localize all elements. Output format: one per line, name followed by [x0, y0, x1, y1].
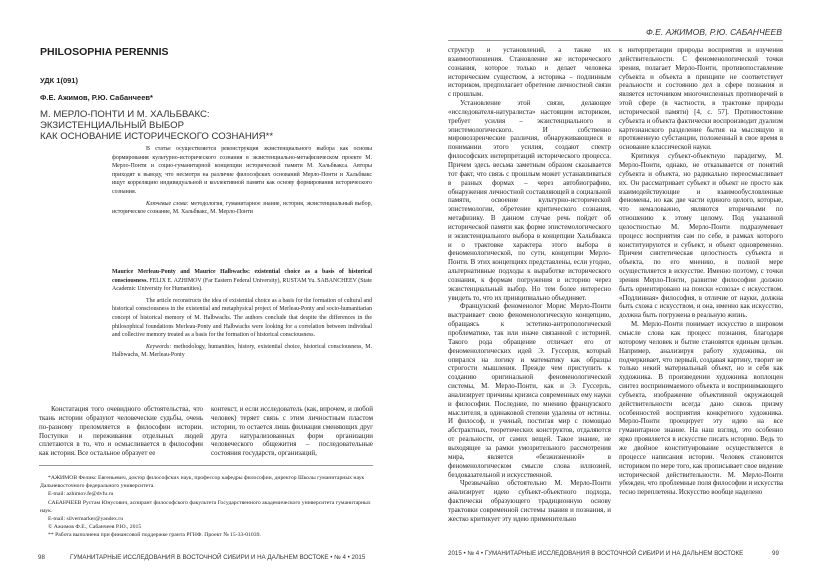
- body-paragraph: к интерпретации природы восприятия и изучения действительности. С феноменологической точки зрения, полагает Мерло-Понти, противопоставление субъекта и объекта в принципе не соответствует реальности и состоянию дел в сфере познания и является источником многочисленных противоречий в этой сфере (в частности, в трактовке природы исторической памяти) [4, с. 57]. Противостояние субъекта и объекта фактически воспроизводит дуализм картезианского разделение бытия на мыслящую и протяженную субстанции, положенный в свое время в основание классической науки.: [619, 46, 783, 152]
- title-line: ЭКЗИСТЕНЦИАЛЬНЫЙ ВЫБОР: [40, 120, 184, 131]
- footnote-divider: [39, 465, 373, 466]
- keywords-label: Keywords:: [146, 343, 172, 350]
- footnote-email-2[interactable]: E-mail: silvermarker@yandex.ru: [48, 516, 124, 523]
- body-paragraph: контекст, и если исследователь (как, впрочем, и любой человек) теряет связь с этим личностным пластом истории, то остается лишь филиация сменяющих друг друга натурализованных форм организации человеческого общежития – последовательные состояния государств, организаций,: [211, 405, 373, 458]
- body-paragraph: М. Мерло-Понти понимает искусство в широком смысле слова как процесс познания, благодаря которому человек и бытие становятся единым целым. Например, анализируя работу художника, он подчеркивает, что первый, создавая картину, творит не только некий материальный объект, но и себя как художника. В произведении художника воплощен синтез воспринимаемого объекта и воспринимающего субъекта, изображение объективной окружающей действительности всегда дано сквозь призму особенностей восприятия конкретного художника. Мерло-Понти проецирует эту идею на все гуманитарное знание. На наш взгляд, это особенно ярко проявляется в искусстве писать историю. Ведь то же двойное конституирование осуществляется в процессе написания истории. Человек становится историком по мере того, как прописывает свое видение исторической действительности. М. Мерло-Понти убежден, что проблемные поля философии и искусства тесно переплетены. Искусство вообще наделено: [619, 320, 783, 497]
- footnote-author-2: САБАНЧЕЕВ Рустам Юнусович, аспирант философского факультета Государственного академического университета гуманитарных наук.: [40, 499, 371, 514]
- keywords-list: методология, гуманитарное знание, история, экзистенциальный выбор, историческое сознание, М. Хальбвакс, М. Мерло-Понти: [112, 200, 372, 216]
- abstract-text: The article reconstructs the idea of existential choice as a basis for the formation of cultural and historical consciousness in the existential and metaphysical project of Merleau-Ponty and socio-humanitarian concept of historical memory of M. Halbwachs. The authors conclude that despite the differences in the philosophical foundations Merleau-Ponty and Halbwachs were looking for a correlation between individual and collective memory treated as a basis for the formation of historical consciousness.: [112, 297, 372, 339]
- body-paragraph: Установление этой связи, делающее «исследователя-натуралиста» настоящим историком, требует усилия – экзистенциального и эпистемологического. И собственно мировоззренческие различия, обнаруживающиеся в понимании этого усилия, создают спектр философских интерпретаций исторического процесса. Причем здесь весьма заметным образом сказывается тот факт, что связь с прошлым может устанавливаться в разных формах – через автобиографию, обнаружения личностной составляющей в социальной памяти, освоение культурно-исторической эпистемологии, обретение критического сознания, метафизику. В данном случае речь пойдет об исторической памяти как форме эпистемологического и экзистенциального выбора в концепции Хальбвакса и о трактовке характера этого выбора в феноменологической, по сути, концепции Мерло-Понти. В этих концепциях представлены, если угодно, альтернативные подходы к выработке исторического сознания, к формам погружения в историю через экзистенциальный выбор. Но тем более интересно увидеть то, что их принципиально объединяет.: [448, 99, 611, 302]
- body-paragraph: Чрезвычайно обстоятельно М. Мерло-Понти анализирует идею субъект-объектного подхода, фактически образующего традиционную основу трактовки современной системы знания и познания, и жестко критикует эту идею применительно: [448, 479, 611, 523]
- keywords-label: Ключевые слова:: [146, 200, 189, 207]
- article-title: [40, 109, 273, 142]
- abstract-text: В статье осуществляется реконструкция экзистенциального выбора как основы формирования культурно-исторического сознания в экзистенциально-метафизическом проекте М. Мерло-Понти и социо-гуманитарной концепции исторической памяти М. Хальбвакса. Авторы приходят к выводу, что несмотря на различие философских оснований Мерло-Понти и Хальбвакс ищут корреляцию индивидуальной и коллективной памяти как основу формирования исторического сознания.: [112, 146, 372, 195]
- body-paragraph: Критикуя субъект-объектную парадигму, М. Мерло-Понти, однако, не отказывается от понятий субъекта и объекта, но радикально переосмысливает их. Он рассматривает субъект и объект не просто как взаимодействующие и взаимообусловленные феномены, но как две части единого целого, которые, что немаловажно, являются вторичными по отношению к этому целому. Под указанной целостностью М. Мерло-Понти подразумевает процесс восприятия сам по себе, в рамках которого конституируются и субъект, и объект одновременно. Причем синтетическая целостность субъекта и объекта, по его мнению, в полной мере осуществляется в искусстве. Именно поэтому, с точки зрения Мерло-Понти, развитие философии должно быть ориентировано на поиски «союза» с искусством. «Подлинная» философия, в отличие от науки, должна быть схожа с искусством, и она, именно как искусство, должна быть погружена в реальную жизнь.: [619, 152, 783, 320]
- abstract-english: [112, 268, 372, 360]
- body-paragraph: Французский феноменолог Морис Мерло-Понти выстраивает свою феноменологическую концепцию, обращаясь к эстетико-антропологической проблематике, так или иначе связанной с историей. Такого рода обращение отличает его от феноменологических идей Э. Гуссерля, который опирался на логику и математику как образцы строгости мышления. Прежде чем приступить к созданию оригинальной феноменологической системы, М. Мерло-Понти, как и Э. Гуссерль, анализирует причины кризиса современных ему науки и философии. Последние, по мнению французского мыслителя, в одинаковой степени удалены от истины. И философ, и ученый, постигая мир с помощью абстрактных, теоретических конструктов, отдаляются от реальности, от самих вещей. Такое знание, не выходящее за рамки умозрительного рассмотрения мира, является «безжизненной» в феноменологическом смысле слова иллюзией, бездоказательной и искусственной.: [448, 302, 611, 479]
- footnotes: [40, 474, 372, 540]
- footnote-copyright: © Ажимов Ф.Е., Сабанчеев Р.Ю., 2015: [48, 524, 142, 531]
- body-paragraph: Констатация того очевидного обстоятельства, что ткань истории образуют человеческие судьбы, очень по-разному преломляется в философии истории. Поступки и переживания отдельных людей сплетаются в то, что и осмысливается в философии как история. Все остальное образует ее: [39, 405, 203, 458]
- journal-section-heading: PHILOSOPHIA PERENNIS: [40, 46, 169, 58]
- udk-code: УДК 1(091): [40, 76, 78, 85]
- journal-footer-left: ГУМАНИТАРНЫЕ ИССЛЕДОВАНИЯ В ВОСТОЧНОЙ СИБИРИ И НА ДАЛЬНЕМ ВОСТОКЕ • № 4 • 2015: [70, 554, 366, 561]
- keywords-russian: [112, 200, 372, 217]
- journal-footer-right: 2015 • № 4 • ГУМАНИТАРНЫЕ ИССЛЕДОВАНИЯ В ВОСТОЧНОЙ СИБИРИ И НА ДАЛЬНЕМ ВОСТОКЕ: [448, 550, 744, 557]
- body-column-left-1: [39, 405, 203, 459]
- article-authors: Ф.Е. Ажимов, Р.Ю. Сабанчеев*: [40, 93, 153, 102]
- page-number-right: 99: [772, 550, 779, 557]
- body-column-right-2: [619, 46, 783, 542]
- abstract-en-authors: FELIX E. AZHIMOV (Far Eastern Federal University), RUSTAM Yu. SABANCHEEV (State Academic University for Humanities).: [112, 277, 372, 293]
- body-column-left-2: [211, 405, 373, 459]
- keywords-list: methodology, humanities, history, existential choice, historical consciousness, M. Halbwachs, M. Merleau-Ponty: [112, 343, 372, 359]
- footnote-email-1[interactable]: E-mail: azhimov.fe@dvfu.ru: [48, 491, 114, 498]
- abstract-en-heading: [112, 268, 372, 294]
- title-line: КАК ОСНОВАНИЕ ИСТОРИЧЕСКОГО СОЗНАНИЯ**: [40, 131, 274, 142]
- footnote-grant: ** Работа выполнена при финансовой поддержке гранта РГНФ. Проект № 15-33-01039.: [48, 532, 261, 539]
- keywords-english: [112, 343, 372, 360]
- footnote-author-1: *АЖИМОВ Феликс Евгеньевич, доктор философских наук, профессор кафедры философии, директор Школы гуманитарных наук Дальневосточного федерального университета.: [40, 475, 365, 490]
- body-paragraph: структур и установлений, а также их взаимоотношения. Становление же исторического сознания, которое только и делает человека историческим существом, а историка – подлинным историком, предполагает обретение личностной связи с прошлым.: [448, 46, 611, 99]
- abstract-russian: [112, 145, 372, 217]
- body-column-right-1: [448, 46, 611, 542]
- page-number-left: 98: [38, 554, 45, 561]
- running-head-authors: Ф.Е. АЖИМОВ, Р.Ю. САБАНЧЕЕВ: [645, 27, 782, 37]
- abstract-en-title: Maurice Merleau-Ponty and Maurice Halbwachs: existential choice as a basis of historical consciousness.: [112, 269, 372, 284]
- header-rule: [448, 40, 783, 41]
- title-line: М. МЕРЛО-ПОНТИ И М. ХАЛЬБВАКС:: [40, 109, 210, 120]
